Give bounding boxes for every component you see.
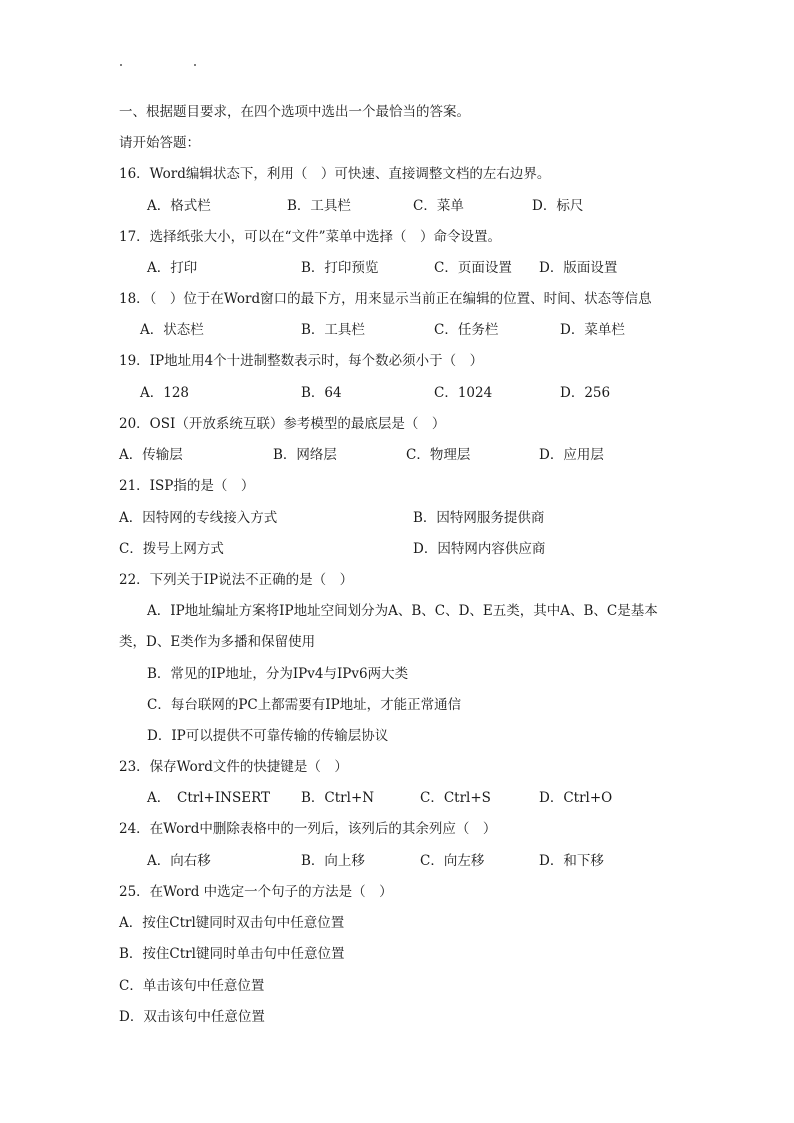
q25-option-d: D．双击该句中任意位置	[119, 1009, 265, 1025]
header-dots	[118, 64, 198, 70]
q24-option-a: A．向右移	[147, 853, 211, 869]
q16-option-c: C．菜单	[413, 198, 464, 214]
q25-option-c: C．单击该句中任意位置	[119, 978, 265, 994]
question-19: 19．IP地址用4个十进制整数表示时，每个数必须小于（ ）	[119, 353, 484, 369]
q17-option-a: A．打印	[147, 260, 198, 276]
q19-option-c: C．1024	[434, 385, 493, 401]
q25-option-a: A．按住Ctrl键同时双击句中任意位置	[119, 915, 345, 931]
q18-option-d: D．菜单栏	[560, 322, 625, 338]
q23-option-a: A． Ctrl+INSERT	[147, 790, 271, 806]
question-17: 17．选择纸张大小，可以在“文件”菜单中选择（ ）命令设置。	[119, 229, 501, 245]
q22-option-c: C．每台联网的PC上都需要有IP地址，才能正常通信	[147, 697, 462, 713]
q23-option-b: B．Ctrl+N	[301, 790, 375, 806]
section-instruction: 一、根据题目要求，在四个选项中选出一个最恰当的答案。	[119, 104, 470, 120]
q18-option-b: B．工具栏	[301, 322, 365, 338]
q20-option-d: D．应用层	[539, 447, 604, 463]
question-24: 24．在Word中删除表格中的一列后，该列后的其余列应（ ）	[119, 821, 497, 837]
q21-option-c: C．拨号上网方式	[119, 541, 224, 557]
q18-option-c: C．任务栏	[434, 322, 499, 338]
q17-option-b: B．打印预览	[301, 260, 379, 276]
question-21: 21．ISP指的是（ ）	[119, 478, 255, 494]
q20-option-a: A．传输层	[119, 447, 183, 463]
q25-option-b: B．按住Ctrl键同时单击句中任意位置	[119, 946, 345, 962]
q22-option-a-line2: 类，D、E类作为多播和保留使用	[119, 634, 316, 650]
q16-option-a: A．格式栏	[147, 198, 211, 214]
q19-option-d: D．256	[560, 385, 611, 401]
q24-option-b: B．向上移	[301, 853, 365, 869]
q24-option-c: C．向左移	[420, 853, 485, 869]
q17-option-c: C．页面设置	[434, 260, 512, 276]
q21-option-b: B．因特网服务提供商	[413, 510, 545, 526]
q23-option-d: D．Ctrl+O	[539, 790, 613, 806]
q18-option-a: A．状态栏	[140, 322, 204, 338]
q24-option-d: D．和下移	[539, 853, 604, 869]
q20-option-c: C．物理层	[406, 447, 471, 463]
q19-option-b: B．64	[301, 385, 342, 401]
q17-option-d: D．版面设置	[539, 260, 618, 276]
question-22: 22．下列关于IP说法不正确的是（ ）	[119, 572, 354, 588]
q22-option-b: B．常见的IP地址，分为IPv4与IPv6两大类	[147, 666, 409, 682]
q23-option-c: C．Ctrl+S	[420, 790, 491, 806]
q22-option-d: D．IP可以提供不可靠传输的传输层协议	[147, 728, 389, 744]
q19-option-a: A．128	[140, 385, 190, 401]
q16-option-d: D．标尺	[532, 198, 584, 214]
question-16: 16．Word编辑状态下，利用（ ）可快速、直接调整文档的左右边界。	[119, 166, 551, 182]
question-23: 23．保存Word文件的快捷键是（ ）	[119, 759, 348, 775]
question-20: 20．OSI（开放系统互联）参考模型的最底层是（ ）	[119, 416, 446, 432]
q16-option-b: B．工具栏	[287, 198, 351, 214]
q20-option-b: B．网络层	[273, 447, 337, 463]
start-prompt: 请开始答题：	[119, 135, 200, 151]
q21-option-a: A．因特网的专线接入方式	[119, 510, 278, 526]
q22-option-a-line1: A．IP地址编址方案将IP地址空间划分为A、B、C、D、E五类，其中A、B、C是基本	[147, 603, 658, 619]
q21-option-d: D．因特网内容供应商	[413, 541, 546, 557]
question-25: 25．在Word 中选定一个句子的方法是（ ）	[119, 884, 393, 900]
question-18: 18．（ ）位于在Word窗口的最下方，用来显示当前正在编辑的位置、时间、状态等信息	[119, 291, 652, 307]
